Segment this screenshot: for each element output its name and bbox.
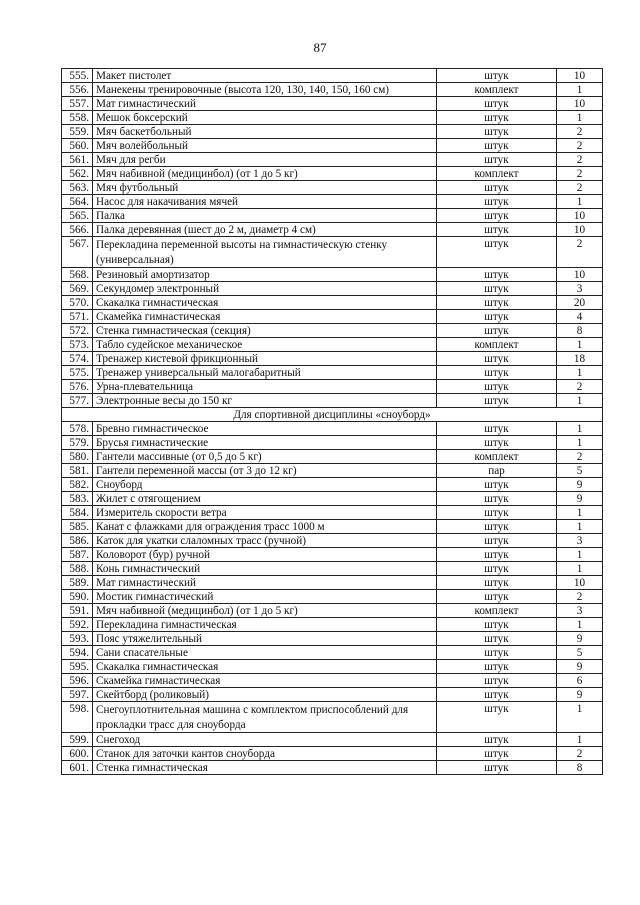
unit-of-measure: штук (437, 282, 557, 296)
item-name: Стенка гимнастическая (93, 761, 437, 775)
table-row (62, 747, 603, 761)
item-name: Конь гимнастический (93, 562, 437, 576)
unit-of-measure: комплект (437, 167, 557, 181)
table-row (62, 223, 603, 237)
unit-of-measure: штук (437, 747, 557, 761)
quantity: 3 (557, 282, 603, 296)
item-name: Снегоуплотнительная машина с комплектом приспособлений для прокладки трасс для сноуборда (93, 702, 437, 733)
unit-of-measure: штук (437, 223, 557, 237)
unit-of-measure: штук (437, 733, 557, 747)
item-name: Макет пистолет (93, 69, 437, 83)
unit-of-measure: штук (437, 422, 557, 436)
unit-of-measure: штук (437, 209, 557, 223)
row-number: 570. (62, 296, 93, 310)
row-number: 573. (62, 338, 93, 352)
row-number: 559. (62, 125, 93, 139)
row-number: 558. (62, 111, 93, 125)
unit-of-measure: штук (437, 646, 557, 660)
quantity: 1 (557, 422, 603, 436)
table-row (62, 268, 603, 282)
row-number: 599. (62, 733, 93, 747)
unit-of-measure: штук (437, 296, 557, 310)
quantity: 3 (557, 534, 603, 548)
item-name: Канат с флажками для ограждения трасс 1000 м (93, 520, 437, 534)
quantity: 2 (557, 747, 603, 761)
unit-of-measure: штук (437, 492, 557, 506)
row-number: 597. (62, 688, 93, 702)
item-name: Снегоход (93, 733, 437, 747)
row-number: 593. (62, 632, 93, 646)
row-number: 601. (62, 761, 93, 775)
item-name: Гантели переменной массы (от 3 до 12 кг) (93, 464, 437, 478)
unit-of-measure: штук (437, 268, 557, 282)
row-number: 579. (62, 436, 93, 450)
row-number: 582. (62, 478, 93, 492)
table-row (62, 632, 603, 646)
row-number: 600. (62, 747, 93, 761)
unit-of-measure: штук (437, 310, 557, 324)
quantity: 9 (557, 632, 603, 646)
quantity: 10 (557, 223, 603, 237)
table-row (62, 153, 603, 167)
unit-of-measure: штук (437, 394, 557, 408)
quantity: 1 (557, 111, 603, 125)
unit-of-measure: штук (437, 324, 557, 338)
table-row (62, 562, 603, 576)
table-row (62, 674, 603, 688)
item-name: Каток для укатки слаломных трасс (ручной) (93, 534, 437, 548)
table-row (62, 195, 603, 209)
quantity: 1 (557, 520, 603, 534)
item-name: Бревно гимнастическое (93, 422, 437, 436)
quantity: 20 (557, 296, 603, 310)
row-number: 556. (62, 83, 93, 97)
item-name: Мат гимнастический (93, 576, 437, 590)
table-row (62, 492, 603, 506)
table-row (62, 352, 603, 366)
row-number: 592. (62, 618, 93, 632)
table-row (62, 506, 603, 520)
item-name: Пояс утяжелительный (93, 632, 437, 646)
item-name: Табло судейское механическое (93, 338, 437, 352)
unit-of-measure: штук (437, 69, 557, 83)
row-number: 590. (62, 590, 93, 604)
table-row (62, 688, 603, 702)
quantity: 9 (557, 688, 603, 702)
table-row (62, 83, 603, 97)
unit-of-measure: штук (437, 97, 557, 111)
quantity: 1 (557, 338, 603, 352)
row-number: 586. (62, 534, 93, 548)
quantity: 10 (557, 576, 603, 590)
quantity: 9 (557, 660, 603, 674)
table-row (62, 576, 603, 590)
table-row (62, 97, 603, 111)
table-row (62, 282, 603, 296)
quantity: 18 (557, 352, 603, 366)
unit-of-measure: штук (437, 562, 557, 576)
quantity: 4 (557, 310, 603, 324)
quantity: 2 (557, 380, 603, 394)
unit-of-measure: штук (437, 576, 557, 590)
table-row (62, 590, 603, 604)
unit-of-measure: штук (437, 506, 557, 520)
row-number: 588. (62, 562, 93, 576)
table-row (62, 761, 603, 775)
table-row (62, 139, 603, 153)
row-number: 584. (62, 506, 93, 520)
item-name: Мяч баскетбольный (93, 125, 437, 139)
item-name: Сани спасательные (93, 646, 437, 660)
row-number: 598. (62, 702, 93, 733)
quantity: 2 (557, 181, 603, 195)
row-number: 572. (62, 324, 93, 338)
quantity: 1 (557, 733, 603, 747)
row-number: 571. (62, 310, 93, 324)
unit-of-measure: штук (437, 674, 557, 688)
item-name: Скакалка гимнастическая (93, 660, 437, 674)
quantity: 1 (557, 394, 603, 408)
item-name: Гантели массивные (от 0,5 до 5 кг) (93, 450, 437, 464)
table-row (62, 125, 603, 139)
item-name: Палка деревянная (шест до 2 м, диаметр 4 см) (93, 223, 437, 237)
row-number: 566. (62, 223, 93, 237)
quantity: 10 (557, 69, 603, 83)
item-name: Секундомер электронный (93, 282, 437, 296)
unit-of-measure: штук (437, 181, 557, 195)
row-number: 595. (62, 660, 93, 674)
table-row (62, 548, 603, 562)
row-number: 574. (62, 352, 93, 366)
unit-of-measure: штук (437, 688, 557, 702)
unit-of-measure: штук (437, 436, 557, 450)
unit-of-measure: штук (437, 195, 557, 209)
unit-of-measure: штук (437, 153, 557, 167)
unit-of-measure: штук (437, 548, 557, 562)
unit-of-measure: штук (437, 618, 557, 632)
unit-of-measure: штук (437, 125, 557, 139)
table-row (62, 646, 603, 660)
item-name: Мешок боксерский (93, 111, 437, 125)
row-number: 589. (62, 576, 93, 590)
row-number: 562. (62, 167, 93, 181)
table-row (62, 618, 603, 632)
item-name: Мяч для регби (93, 153, 437, 167)
item-name: Мат гимнастический (93, 97, 437, 111)
item-name: Перекладина переменной высоты на гимнастическую стенку (универсальная) (93, 237, 437, 268)
quantity: 1 (557, 548, 603, 562)
unit-of-measure: штук (437, 702, 557, 733)
row-number: 575. (62, 366, 93, 380)
unit-of-measure: комплект (437, 450, 557, 464)
item-name: Сноуборд (93, 478, 437, 492)
equipment-table-body (62, 69, 603, 775)
quantity: 5 (557, 464, 603, 478)
unit-of-measure: штук (437, 632, 557, 646)
unit-of-measure: штук (437, 380, 557, 394)
quantity: 1 (557, 618, 603, 632)
item-name: Мяч набивной (медицинбол) (от 1 до 5 кг) (93, 167, 437, 181)
quantity: 3 (557, 604, 603, 618)
table-row (62, 338, 603, 352)
unit-of-measure: штук (437, 352, 557, 366)
quantity: 10 (557, 97, 603, 111)
table-row (62, 181, 603, 195)
row-number: 568. (62, 268, 93, 282)
quantity: 9 (557, 478, 603, 492)
item-name: Скамейка гимнастическая (93, 674, 437, 688)
row-number: 587. (62, 548, 93, 562)
item-name: Манекены тренировочные (высота 120, 130, 140, 150, 160 см) (93, 83, 437, 97)
table-row (62, 436, 603, 450)
quantity: 1 (557, 562, 603, 576)
quantity: 2 (557, 590, 603, 604)
quantity: 6 (557, 674, 603, 688)
item-name: Коловорот (бур) ручной (93, 548, 437, 562)
row-number: 576. (62, 380, 93, 394)
unit-of-measure: штук (437, 111, 557, 125)
row-number: 596. (62, 674, 93, 688)
page-number: 87 (313, 40, 327, 55)
item-name: Мяч набивной (медицинбол) (от 1 до 5 кг) (93, 604, 437, 618)
item-name: Жилет с отягощением (93, 492, 437, 506)
row-number: 565. (62, 209, 93, 223)
table-row (62, 520, 603, 534)
unit-of-measure: пар (437, 464, 557, 478)
item-name: Скамейка гимнастическая (93, 310, 437, 324)
quantity: 1 (557, 366, 603, 380)
table-row (62, 296, 603, 310)
unit-of-measure: комплект (437, 338, 557, 352)
table-row (62, 366, 603, 380)
item-name: Измеритель скорости ветра (93, 506, 437, 520)
item-name: Урна-плевательница (93, 380, 437, 394)
table-row (62, 380, 603, 394)
table-row (62, 111, 603, 125)
table-row (62, 702, 603, 733)
table-row (62, 450, 603, 464)
row-number: 581. (62, 464, 93, 478)
section-header-row (62, 408, 603, 422)
unit-of-measure: штук (437, 237, 557, 268)
quantity: 2 (557, 125, 603, 139)
unit-of-measure: комплект (437, 604, 557, 618)
row-number: 578. (62, 422, 93, 436)
table-row (62, 209, 603, 223)
row-number: 577. (62, 394, 93, 408)
item-name: Мостик гимнастический (93, 590, 437, 604)
table-row (62, 324, 603, 338)
item-name: Мяч волейбольный (93, 139, 437, 153)
quantity: 8 (557, 761, 603, 775)
unit-of-measure: штук (437, 660, 557, 674)
item-name: Тренажер кистевой фрикционный (93, 352, 437, 366)
table-row (62, 478, 603, 492)
quantity: 9 (557, 492, 603, 506)
quantity: 8 (557, 324, 603, 338)
table-row (62, 69, 603, 83)
table-row (62, 237, 603, 268)
quantity: 1 (557, 506, 603, 520)
quantity: 5 (557, 646, 603, 660)
quantity: 10 (557, 209, 603, 223)
quantity: 2 (557, 167, 603, 181)
row-number: 561. (62, 153, 93, 167)
table-row (62, 310, 603, 324)
unit-of-measure: штук (437, 139, 557, 153)
item-name: Палка (93, 209, 437, 223)
item-name: Стенка гимнастическая (секция) (93, 324, 437, 338)
section-title: Для спортивной дисциплины «сноуборд» (62, 408, 603, 422)
item-name: Станок для заточки кантов сноуборда (93, 747, 437, 761)
item-name: Перекладина гимнастическая (93, 618, 437, 632)
quantity: 1 (557, 83, 603, 97)
item-name: Мяч футбольный (93, 181, 437, 195)
row-number: 583. (62, 492, 93, 506)
row-number: 563. (62, 181, 93, 195)
row-number: 567. (62, 237, 93, 268)
item-name: Электронные весы до 150 кг (93, 394, 437, 408)
table-row (62, 394, 603, 408)
table-row (62, 733, 603, 747)
item-name: Брусья гимнастические (93, 436, 437, 450)
quantity: 2 (557, 139, 603, 153)
row-number: 555. (62, 69, 93, 83)
quantity: 2 (557, 237, 603, 268)
quantity: 1 (557, 702, 603, 733)
item-name: Тренажер универсальный малогабаритный (93, 366, 437, 380)
row-number: 564. (62, 195, 93, 209)
unit-of-measure: штук (437, 366, 557, 380)
unit-of-measure: штук (437, 590, 557, 604)
row-number: 585. (62, 520, 93, 534)
row-number: 594. (62, 646, 93, 660)
unit-of-measure: штук (437, 534, 557, 548)
item-name: Насос для накачивания мячей (93, 195, 437, 209)
table-row (62, 604, 603, 618)
item-name: Скейтборд (роликовый) (93, 688, 437, 702)
table-row (62, 167, 603, 181)
item-name: Скакалка гимнастическая (93, 296, 437, 310)
quantity: 2 (557, 153, 603, 167)
table-row (62, 660, 603, 674)
row-number: 591. (62, 604, 93, 618)
quantity: 10 (557, 268, 603, 282)
row-number: 557. (62, 97, 93, 111)
row-number: 580. (62, 450, 93, 464)
unit-of-measure: комплект (437, 83, 557, 97)
quantity: 1 (557, 436, 603, 450)
unit-of-measure: штук (437, 520, 557, 534)
row-number: 560. (62, 139, 93, 153)
equipment-table (61, 68, 603, 775)
row-number: 569. (62, 282, 93, 296)
table-row (62, 422, 603, 436)
quantity: 1 (557, 195, 603, 209)
unit-of-measure: штук (437, 478, 557, 492)
table-row (62, 534, 603, 548)
table-row (62, 464, 603, 478)
unit-of-measure: штук (437, 761, 557, 775)
quantity: 2 (557, 450, 603, 464)
item-name: Резиновый амортизатор (93, 268, 437, 282)
